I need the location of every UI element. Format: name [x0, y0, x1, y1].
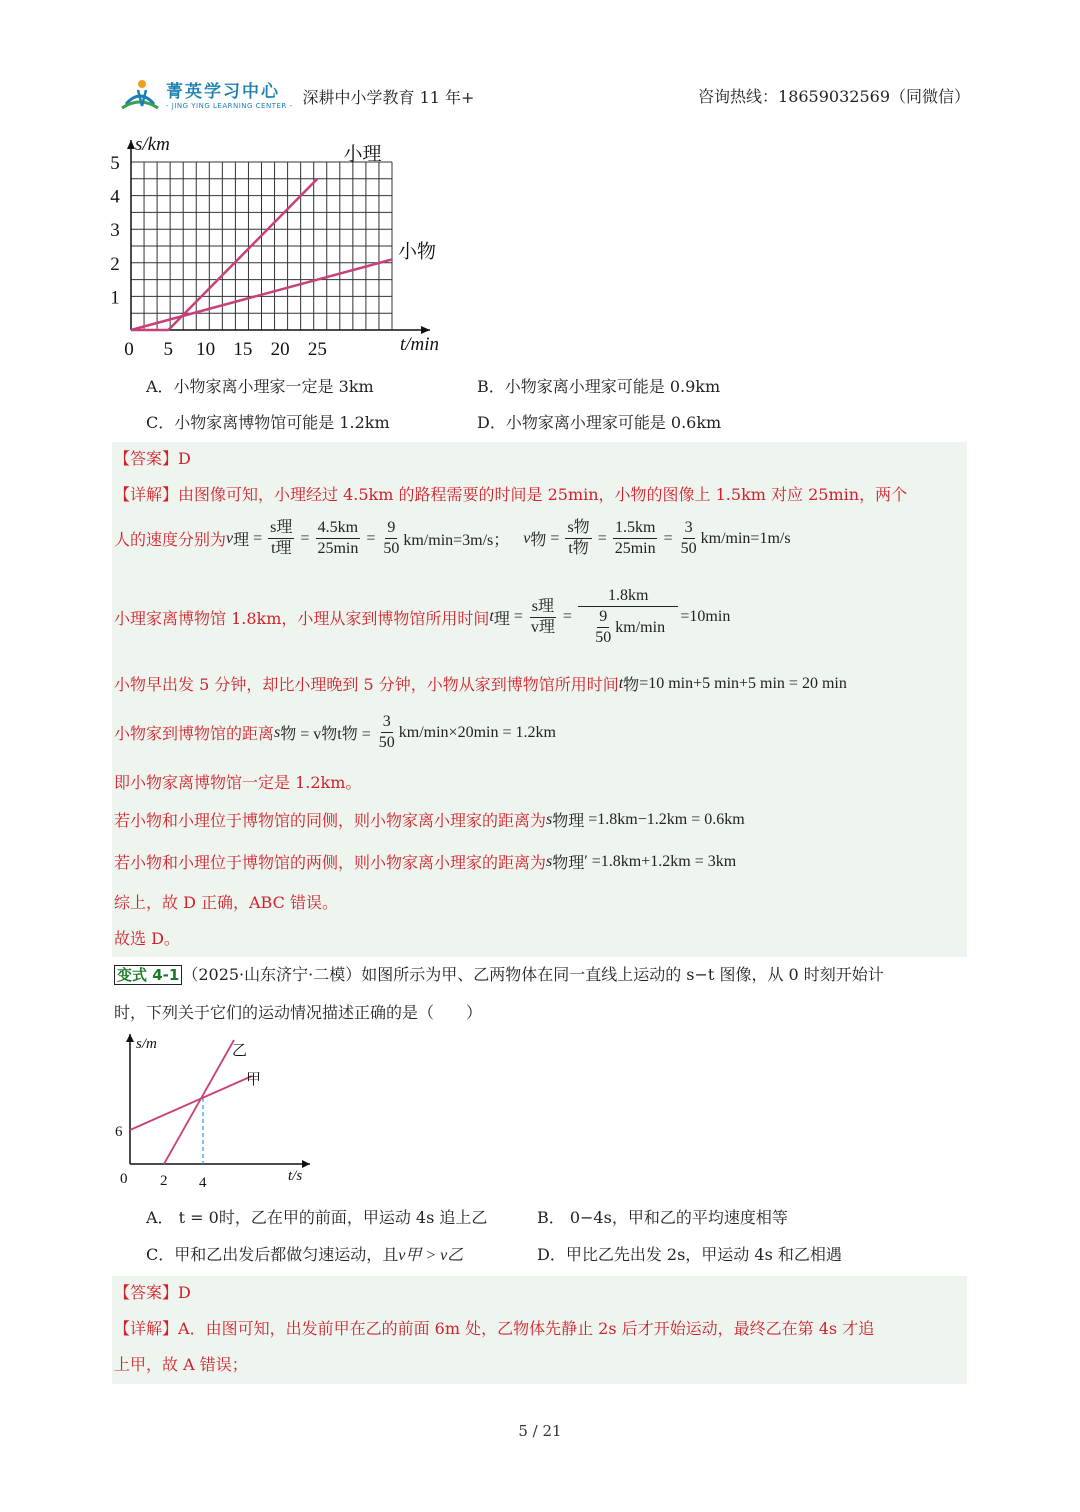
y-axis-label: s/km — [135, 134, 170, 155]
y-axis-label: s/m — [136, 1036, 157, 1052]
x-tick-label: 2 — [160, 1173, 168, 1189]
logo-subtitle: - JING YING LEARNING CENTER - — [166, 102, 293, 110]
header-brand — [118, 78, 474, 114]
detail-line-7: 若小物和小理位于博物馆的同侧，则小物家离小理家的距离为 s 物理 =1.8km−1.2km = 0.6km — [114, 810, 745, 830]
detail-line-10: 故选 D。 — [114, 929, 180, 948]
option2-a: A． t = 0时，乙在甲的前面，甲运动 4s 追上乙 — [146, 1208, 488, 1227]
x-tick-label: 4 — [199, 1175, 207, 1191]
header-hotline: 咨询热线：18659032569（同微信） — [698, 87, 970, 106]
x-tick-label: 10 — [196, 339, 216, 360]
chart2-content — [115, 1034, 310, 1191]
series-label-xiaowu: 小物 — [398, 241, 437, 263]
detail2-line-2: 上甲，故 A 错误； — [114, 1355, 248, 1374]
page-number: 5 / 21 — [518, 1422, 562, 1440]
series-label-jia: 甲 — [246, 1072, 262, 1088]
detail-line-1: 由图像可知，小理经过 4.5km 的路程需要的时间是 25min，小物的图像上 1.5km 对应 25min，两个 — [178, 485, 908, 504]
detail-label-1: 【详解】 — [114, 485, 179, 504]
series-jia — [130, 1076, 252, 1130]
series-label-xiaoli: 小理 — [343, 144, 382, 165]
y-tick-label: 6 — [115, 1124, 123, 1140]
x-axis-label: t/min — [400, 334, 440, 355]
detail-line-5: 小物家到博物馆的距离 s 物 = v物t物 = $\frac{3}{50}$ km/min×20min = 1.2km — [114, 713, 556, 751]
x-tick-label: 0 — [124, 339, 134, 360]
question-2-line-1: 变式 4-1 （2025·山东济宁·二模）如图所示为甲、乙两物体在同一直线上运动的 s−t 图像，从 0 时刻开始计 — [114, 962, 884, 985]
question-2-line-2: 时，下列关于它们的运动情况描述正确的是（ ） — [114, 1003, 483, 1022]
answer-2: 【答案】D — [114, 1283, 191, 1302]
y-tick-label: 1 — [110, 287, 120, 309]
x-axis-arrow — [421, 326, 430, 334]
detail-label-2: 【详解】 — [114, 1319, 179, 1338]
series-line-0 — [168, 179, 317, 330]
detail-line-3: 小理家离博物馆 1.8km，小理从家到博物馆所用时间 t 理 = $\frac{\text{s理}}{\text{v理}}$ = 1.8km $\frac{9}{50}$ km/min =10min — [114, 587, 731, 646]
chart1-grid — [131, 162, 392, 330]
option2-c: C．甲和乙出发后都做匀速运动，且v甲 > v乙 — [146, 1245, 464, 1264]
detail2-line-1: A．由图可知，出发前甲在乙的前面 6m 处，乙物体先静止 2s 后才开始运动，最终乙在第 4s 才追 — [178, 1319, 875, 1338]
option2-d: D．甲比乙先出发 2s，甲运动 4s 和乙相遇 — [537, 1245, 842, 1264]
option-c: C．小物家离博物馆可能是 1.2km — [146, 413, 390, 432]
detail-line-8: 若小物和小理位于博物馆的两侧，则小物家离小理家的距离为 s 物理 ′ =1.8km+1.2km = 3km — [114, 852, 737, 872]
logo-icon — [118, 78, 162, 114]
detail-line-4: 小物早出发 5 分钟，却比小理晚到 5 分钟，小物从家到博物馆所用时间 t 物 =10 min+5 min+5 min = 20 min — [114, 674, 847, 694]
series-label-yi: 乙 — [232, 1043, 248, 1059]
option-b: B．小物家离小理家可能是 0.9km — [477, 377, 721, 396]
option-a: A．小物家离小理家一定是 3km — [146, 377, 374, 396]
x-axis-arrow — [302, 1160, 310, 1168]
x-tick-label: 25 — [307, 339, 327, 360]
y-tick-label: 4 — [110, 186, 120, 208]
y-axis-arrow — [127, 140, 135, 149]
chart1-axes — [127, 140, 430, 334]
header-slogan: 深耕中小学教育 11 年+ — [302, 87, 475, 107]
y-tick-label: 5 — [110, 153, 120, 174]
x-tick-label: 20 — [270, 339, 290, 360]
chart-distance-time-2 — [110, 1030, 330, 1195]
y-axis-arrow — [126, 1034, 134, 1042]
chart-distance-time-1 — [110, 128, 460, 363]
detail-line-9: 综上，故 D 正确，ABC 错误。 — [114, 893, 338, 912]
y-tick-label: 3 — [110, 220, 120, 242]
x-axis-label: t/s — [288, 1168, 303, 1184]
detail-line-6: 即小物家离博物馆一定是 1.2km。 — [114, 773, 362, 792]
option-d: D．小物家离小理家可能是 0.6km — [477, 413, 722, 432]
x-tick-label: 15 — [233, 339, 253, 360]
logo-name: 菁英学习中心 — [166, 82, 280, 102]
y-tick-label: 2 — [110, 253, 120, 275]
detail-line-2: 人的速度分别为 v 理 = $\frac{\text{s理}}{\text{t理}}$ = $\frac{4.5km}{25\min}$ = $\frac{9}{50}$ km/min=3m/s； v 物 = $\frac{\text{s物}}{\text{t物}}$ = $\frac{1.5km}{25\min}$ = $\frac{3}{50}$ km/min=1m/s — [114, 519, 791, 557]
x-tick-label: 0 — [120, 1171, 128, 1187]
option2-b: B． 0−4s，甲和乙的平均速度相等 — [537, 1208, 788, 1227]
series-yi — [164, 1040, 234, 1164]
variant-tag: 变式 4-1 — [114, 965, 182, 985]
x-tick-label: 5 — [163, 339, 174, 360]
answer-1: 【答案】D — [114, 449, 191, 468]
